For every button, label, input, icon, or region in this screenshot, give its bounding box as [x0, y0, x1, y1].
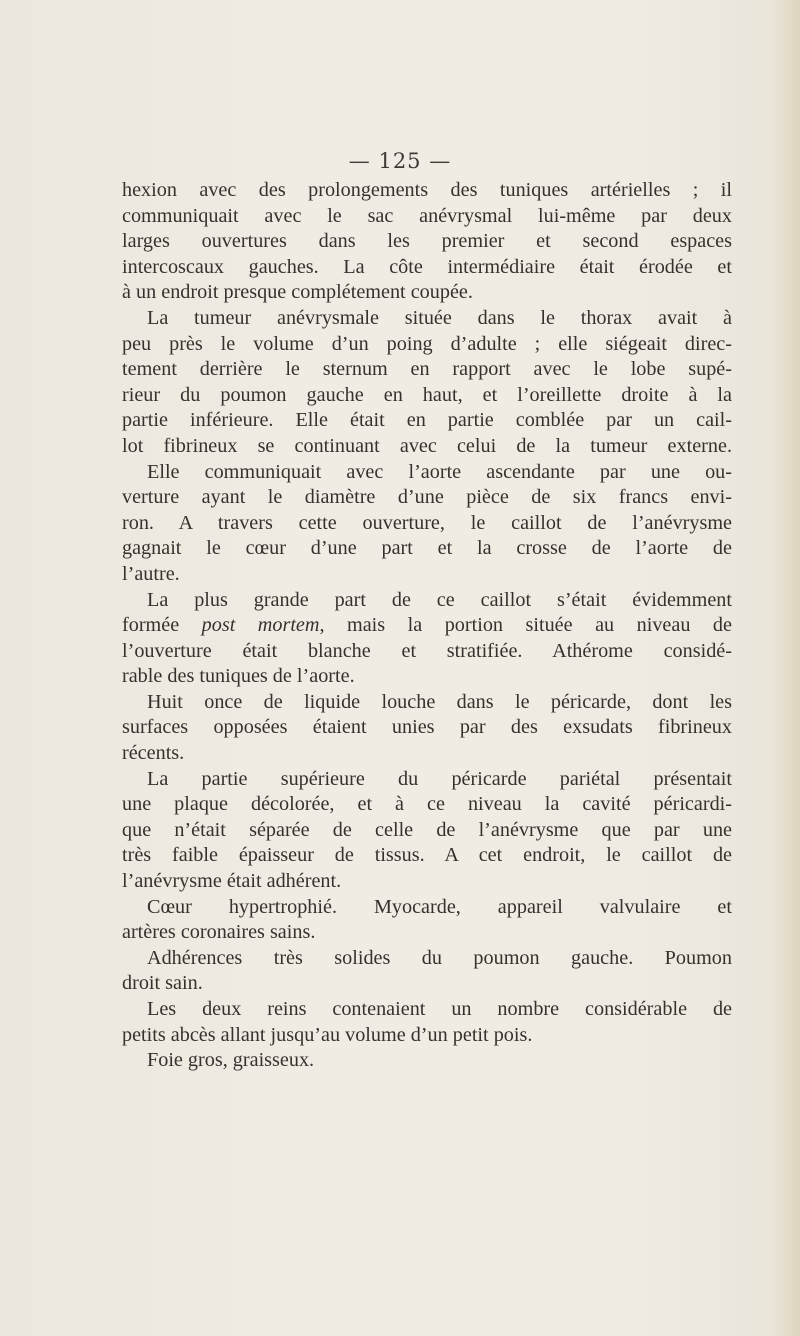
text-line: Adhérences très solides du poumon gauche. Poumon: [147, 946, 732, 969]
text-line: très faible épaisseur de tissus. A cet endroit, le caillot de: [122, 844, 732, 867]
text-line: rable des tuniques de l’aorte.: [122, 665, 355, 688]
text-line: Huit once de liquide louche dans le péricarde, dont les: [147, 690, 732, 713]
text-line: larges ouvertures dans les premier et second espaces: [122, 230, 732, 253]
text-line: rieur du poumon gauche en haut, et l’oreillette droite à la: [122, 383, 732, 406]
text-line: peu près le volume d’un poing d’adulte ; elle siégeait direc-: [122, 332, 732, 355]
text-line: gagnait le cœur d’une part et la crosse de l’aorte de: [122, 537, 732, 560]
text-line: Elle communiquait avec l’aorte ascendante par une ou-: [147, 460, 732, 483]
text-line: une plaque décolorée, et à ce niveau la cavité péricardi-: [122, 793, 732, 816]
text-line: que n’était séparée de celle de l’anévrysme que par une: [122, 818, 732, 841]
page-edge-stain: [770, 0, 800, 1336]
text-line: lot fibrineux se continuant avec celui de la tumeur externe.: [122, 434, 732, 457]
text-line: l’anévrysme était adhérent.: [122, 870, 342, 893]
text-line: intercoscaux gauches. La côte intermédiaire était érodée et: [122, 255, 732, 278]
text-line: La plus grande part de ce caillot s’était évidemment: [147, 588, 732, 611]
text-line: Foie gros, graisseux.: [147, 1049, 315, 1072]
text-line: surfaces opposées étaient unies par des exsudats fibrineux: [122, 716, 732, 739]
text-line: l’ouverture était blanche et stratifiée. Athérome considé-: [122, 639, 732, 662]
text-line: artères coronaires sains.: [122, 921, 316, 944]
text-line: petits abcès allant jusqu’au volume d’un petit pois.: [122, 1023, 533, 1046]
text-line: formée post mortem, mais la portion située au niveau de: [122, 614, 732, 637]
text-line: récents.: [122, 742, 185, 765]
body-text: [122, 178, 732, 1074]
page-number: — 125 —: [348, 149, 452, 173]
text-line: partie inférieure. Elle était en partie comblée par un cail-: [122, 409, 732, 432]
text-line: tement derrière le sternum en rapport avec le lobe supé-: [122, 358, 732, 381]
text-line: l’autre.: [122, 562, 180, 585]
text-line: Cœur hypertrophié. Myocarde, appareil valvulaire et: [147, 895, 732, 918]
text-line: hexion avec des prolongements des tuniques artérielles ; il: [122, 179, 732, 201]
text-line: La tumeur anévrysmale située dans le thorax avait à: [147, 306, 732, 329]
text-line: verture ayant le diamètre d’une pièce de six francs envi-: [122, 486, 732, 509]
text-line: La partie supérieure du péricarde pariétal présentait: [147, 767, 732, 790]
text-line: communiquait avec le sac anévrysmal lui-même par deux: [122, 204, 732, 227]
text-line: droit sain.: [122, 972, 203, 995]
text-line: ron. A travers cette ouverture, le caillot de l’anévrysme: [122, 511, 732, 534]
text-line: Les deux reins contenaient un nombre considérable de: [147, 998, 732, 1020]
italic-phrase: post mortem: [201, 614, 320, 637]
text-line: à un endroit presque complétement coupée.: [122, 281, 473, 304]
